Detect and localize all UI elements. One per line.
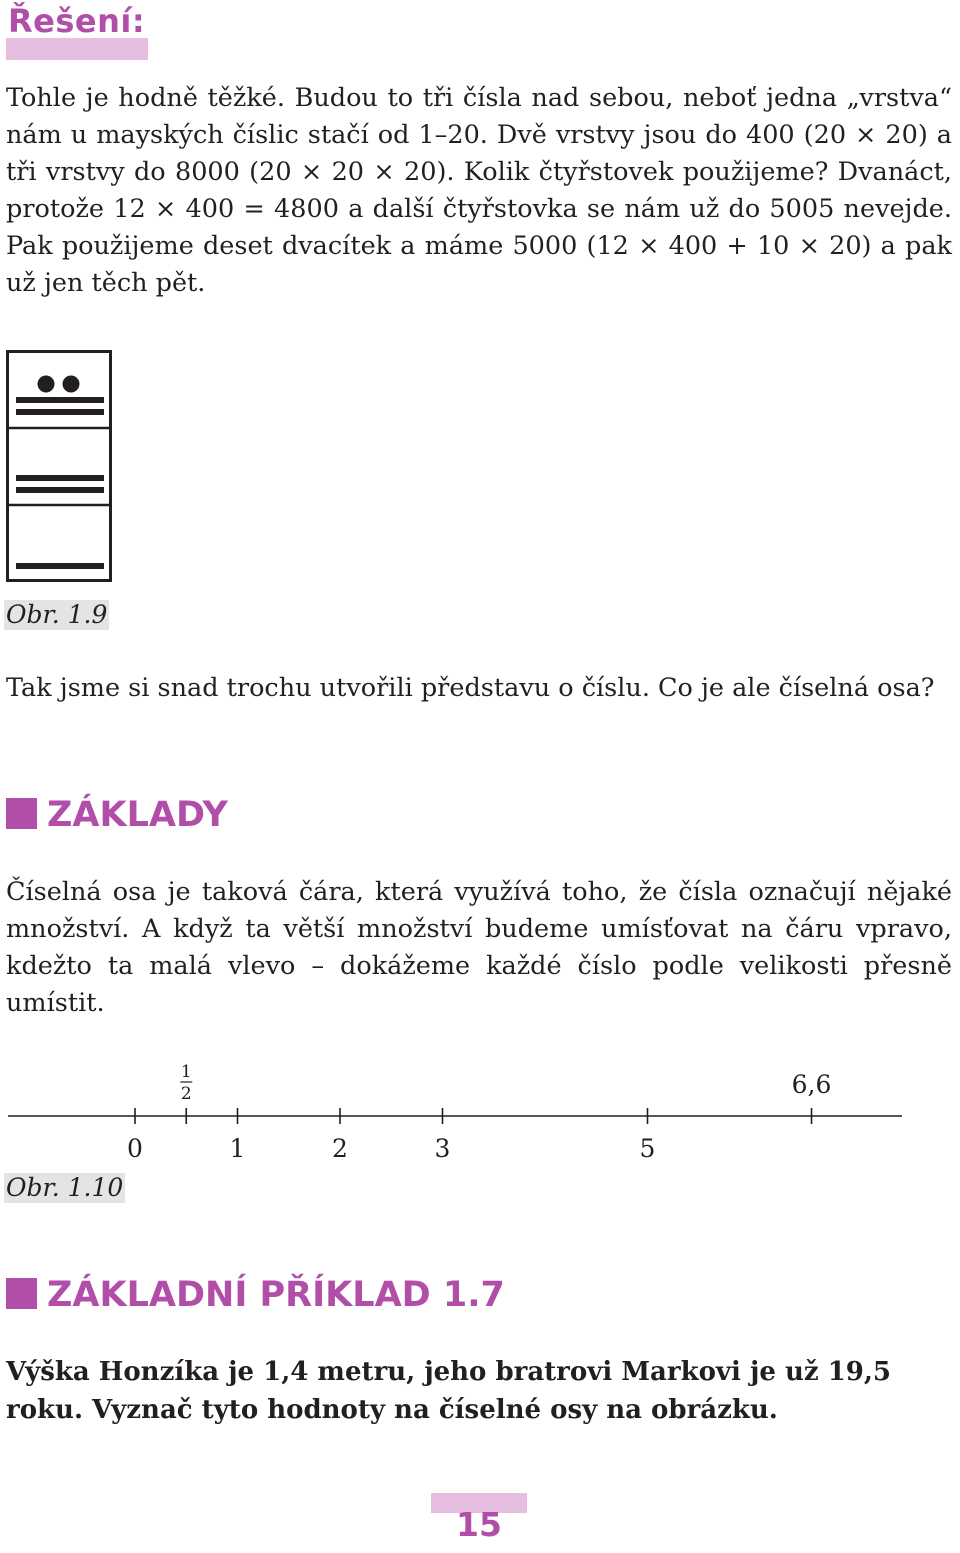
solution-heading-block <box>6 0 148 62</box>
number-line-ticks <box>127 1062 831 1163</box>
figure-caption: Obr. 1.10 <box>6 1173 124 1202</box>
maya-number-svg <box>6 350 112 582</box>
exercise-text: Výška Honzíka je 1,4 metru, jeho bratrovi Markovi je už 19,5 roku. Vyznač tyto hodnoty na číselné osy na obrázku. <box>6 1357 892 1425</box>
solution-paragraph: Tohle je hodně těžké. Budou to tři čísla nad sebou, neboť jedna „vrstva“ nám u mayských číslic stačí od 1–20. Dvě vrstvy jsou do 400 (20 × 20) a tři vrstvy do 8000 (20 × 20 × 20). Kolik čtyřstovek použijeme? Dvanáct, protože 12 × 400 = 4800 a další čtyřstovka se nám už do 5005 nevejde. Pak použijeme deset dvacítek a máme 5000 (12 × 400 + 10 × 20) a pak už jen těch pět. <box>6 83 952 298</box>
solution-heading: Řešení: <box>8 2 146 40</box>
figure-caption: Obr. 1.9 <box>6 600 108 629</box>
maya-level-middle <box>16 475 104 493</box>
maya-number-figure <box>6 350 112 582</box>
tick-label: 3 <box>434 1134 451 1163</box>
fraction-denominator: 2 <box>180 1084 192 1104</box>
tick-label: 2 <box>332 1134 348 1163</box>
maya-dot <box>38 376 55 393</box>
maya-bar <box>16 475 104 481</box>
section-title: ZÁKLADY <box>47 795 228 835</box>
transition-paragraph: Tak jsme si snad trochu utvořili představu o číslu. Co je ale číselná osa? <box>6 673 935 703</box>
heading-highlight-bar <box>6 38 148 60</box>
maya-dot <box>63 376 80 393</box>
number-line-figure <box>0 1050 960 1170</box>
section-square-icon <box>6 1278 37 1309</box>
maya-bar <box>16 487 104 493</box>
fraction-numerator: 1 <box>180 1062 192 1082</box>
maya-frame <box>8 352 111 581</box>
number-line-paragraph: Číselná osa je taková čára, která využívá toho, že čísla označují nějaké množství. A když ta větší množství budeme umísťovat na čáru vpravo, kdežto ta malá vlevo – dokážeme každé číslo podle velikosti přesně umístit. <box>6 877 952 1018</box>
tick-label: 5 <box>639 1134 656 1163</box>
maya-level-top <box>16 376 104 416</box>
page-number-block <box>431 1493 527 1549</box>
maya-bar <box>16 563 104 569</box>
tick-label: 0 <box>127 1134 143 1163</box>
section-heading-zaklady <box>6 795 228 835</box>
maya-level-bottom <box>16 563 104 569</box>
maya-bar <box>16 397 104 403</box>
tick-label: 1 <box>229 1134 246 1163</box>
page-number: 15 <box>456 1505 502 1544</box>
section-square-icon <box>6 798 37 829</box>
maya-bar <box>16 409 104 415</box>
section-heading-example <box>6 1275 505 1315</box>
section-title: ZÁKLADNÍ PŘÍKLAD 1.7 <box>47 1275 505 1315</box>
tick-label: 6,6 <box>791 1070 832 1099</box>
number-line-svg <box>0 1050 960 1170</box>
